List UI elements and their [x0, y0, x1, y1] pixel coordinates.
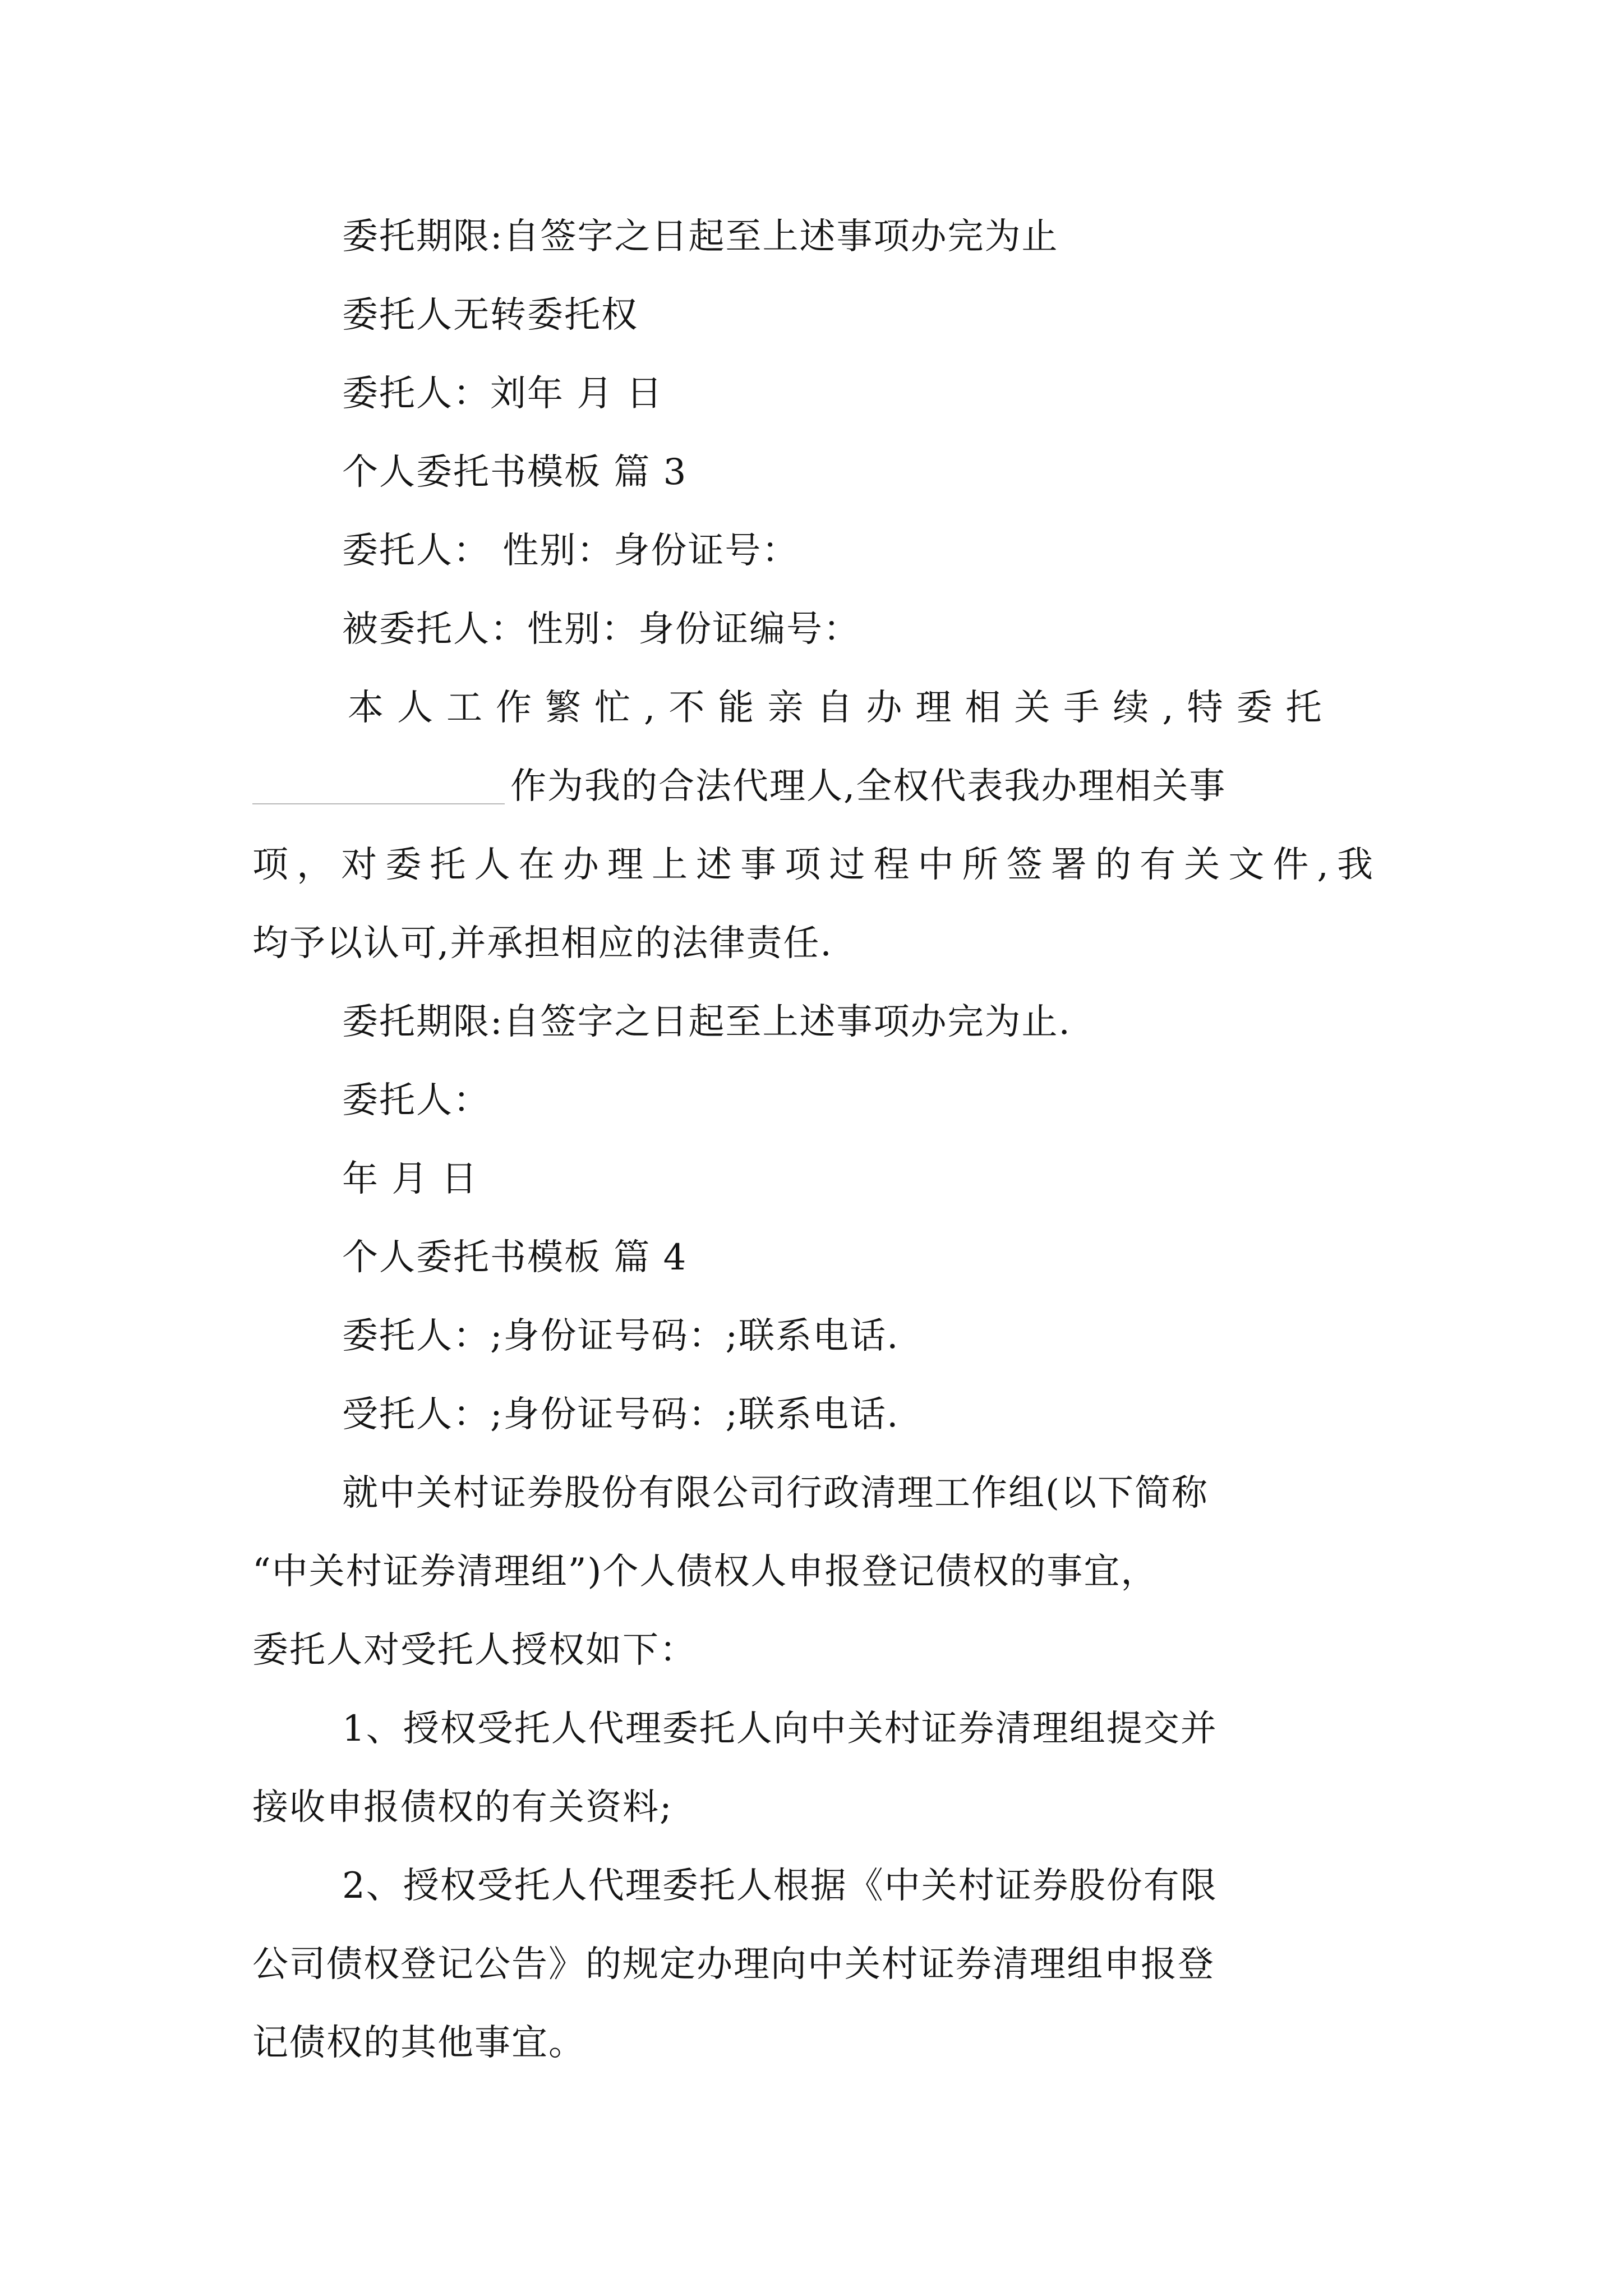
section-heading: 个人委托书模板 篇 3: [342, 452, 688, 493]
list-item: 2、授权受托人代理委托人根据《中关村证券股份有限: [342, 1865, 1218, 1907]
text-line: 委托期限:自签字之日起至上述事项办完为止: [342, 216, 1059, 257]
text-line: 委托人无转委托权: [342, 295, 638, 336]
text-line: 委托人对受托人授权如下：: [252, 1630, 697, 1671]
blank-underline: [252, 770, 505, 804]
text-segment: 作为我的合法代理人,全权代表我办理相关事: [510, 766, 1227, 807]
text-line: 记债权的其他事宜。: [252, 2022, 585, 2064]
text-line: 公司债权登记公告》的规定办理向中关村证券清理组申报登: [252, 1944, 1215, 1985]
text-line: [252, 766, 1227, 807]
section-heading: 个人委托书模板 篇 4: [342, 1237, 688, 1278]
text-line: 本人工作繁忙,不能亲自办理相关手续,特委托: [348, 687, 1335, 729]
text-line: 接收申报债权的有关资料;: [252, 1787, 673, 1828]
list-item: 1、授权受托人代理委托人向中关村证券清理组提交并: [342, 1708, 1218, 1750]
text-line: 就中关村证券股份有限公司行政清理工作组(以下简称: [342, 1473, 1209, 1514]
text-line: 均予以认可,并承担相应的法律责任.: [252, 923, 833, 964]
text-line: 委托人：刘年 月 日: [342, 373, 663, 415]
text-line: 委托人：;身份证号码：;联系电话.: [342, 1315, 900, 1357]
text-line: 受托人：;身份证号码：;联系电话.: [342, 1394, 900, 1435]
text-line: 年 月 日: [342, 1158, 478, 1200]
text-line: 委托人： 性别：身份证号：: [342, 530, 799, 572]
text-line: 被委托人：性别：身份证编号：: [342, 609, 860, 650]
text-line: 委托期限:自签字之日起至上述事项办完为止.: [342, 1001, 1071, 1043]
text-line: 项，对委托人在办理上述事项过程中所签署的有关文件,我: [252, 844, 1374, 886]
text-line: “中关村证券清理组”)个人债权人申报登记债权的事宜，: [252, 1551, 1158, 1593]
text-line: 委托人：: [342, 1080, 490, 1121]
